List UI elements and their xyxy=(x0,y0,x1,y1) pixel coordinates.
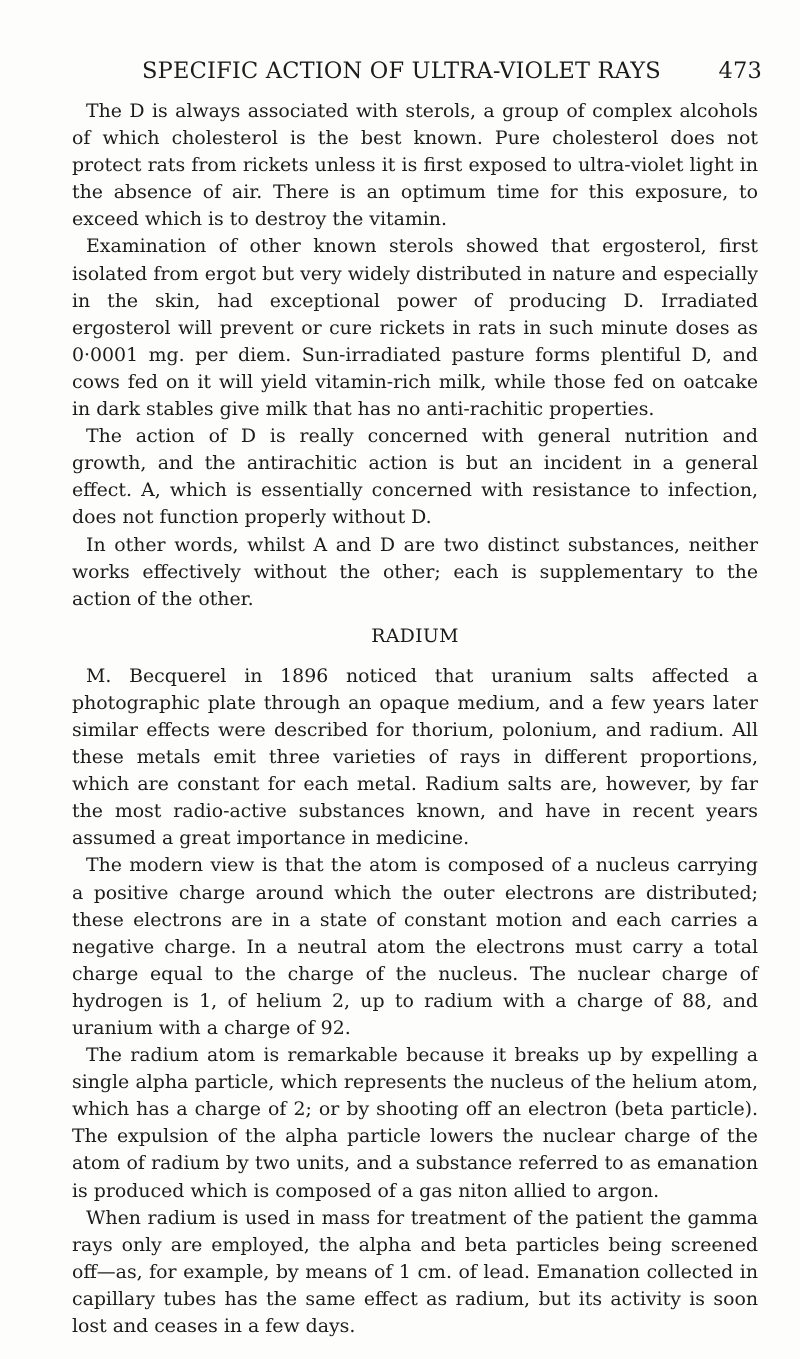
paragraph-action-of-d: The action of D is really concerned with general nutrition and growth, and the antirachitic action is but an incident in a general effect. A, which is essentially concerned with resistance to infection, does not function properly without D. xyxy=(72,425,758,529)
page-number: 473 xyxy=(718,58,762,84)
body-text xyxy=(72,98,758,1340)
paragraph-sterols: The D is always associated with sterols, a group of complex alcohols of which cholesterol is the best known. Pure cholesterol does not protect rats from rickets unless it is first exposed to ultra-violet light in the absence of air. There is an optimum time for this exposure, to exceed which is to destroy the vitamin. xyxy=(72,100,758,231)
running-head xyxy=(72,56,762,86)
running-title: SPECIFIC ACTION OF ULTRA-VIOLET RAYS xyxy=(142,58,661,84)
paragraph-becquerel: M. Becquerel in 1896 noticed that uranium salts affected a photographic plate through an opaque medium, and a few years later similar effects were described for thorium, polonium, and radium. All these metals emit three varieties of rays in different proportions, which are constant for each metal. Radium salts are, however, by far the most radio-active substances known, and have in recent years assumed a great importance in medicine. xyxy=(72,664,758,850)
paragraph-treatment: When radium is used in mass for treatment of the patient the gamma rays only are employed, the alpha and beta particles being screened off—as, for example, by means of 1 cm. of lead. Emanation collected in capillary tubes has the same effect as radium, but its activity is soon lost and ceases in a few days. xyxy=(72,1206,758,1338)
section-heading-radium: RADIUM xyxy=(371,624,459,647)
paragraph-a-and-d: In other words, whilst A and D are two distinct substances, neither works effectively without the other; each is supplementary to the action of the other. xyxy=(72,533,758,610)
paragraph-radium-atom: The radium atom is remarkable because it breaks up by expelling a single alpha particle, which represents the nucleus of the helium atom, which has a charge of 2; or by shooting off an electron (beta particle). The expulsion of the alpha particle lowers the nuclear charge of the atom of radium by two units, and a substance referred to as emanation is produced which is composed of a gas niton allied to argon. xyxy=(72,1044,758,1202)
paragraph-ergosterol: Examination of other known sterols showed that ergosterol, first isolated from ergot but very widely distributed in nature and especially in the skin, had exceptional power of producing D. Irradiated ergosterol will prevent or cure rickets in rats in such minute doses as 0·0001 mg. per diem. Sun-irradiated pasture forms plentiful D, and cows fed on it will yield vitamin-rich milk, while those fed on oatcake in dark stables give milk that has no anti-rachitic properties. xyxy=(72,235,758,421)
paragraph-atom-model: The modern view is that the atom is composed of a nucleus carrying a positive charge around which the outer electrons are distributed; these electrons are in a state of constant motion and each carries a negative charge. In a neutral atom the electrons must carry a total charge equal to the charge of the nucleus. The nuclear charge of hydrogen is 1, of helium 2, up to radium with a charge of 88, and uranium with a charge of 92. xyxy=(72,854,758,1039)
